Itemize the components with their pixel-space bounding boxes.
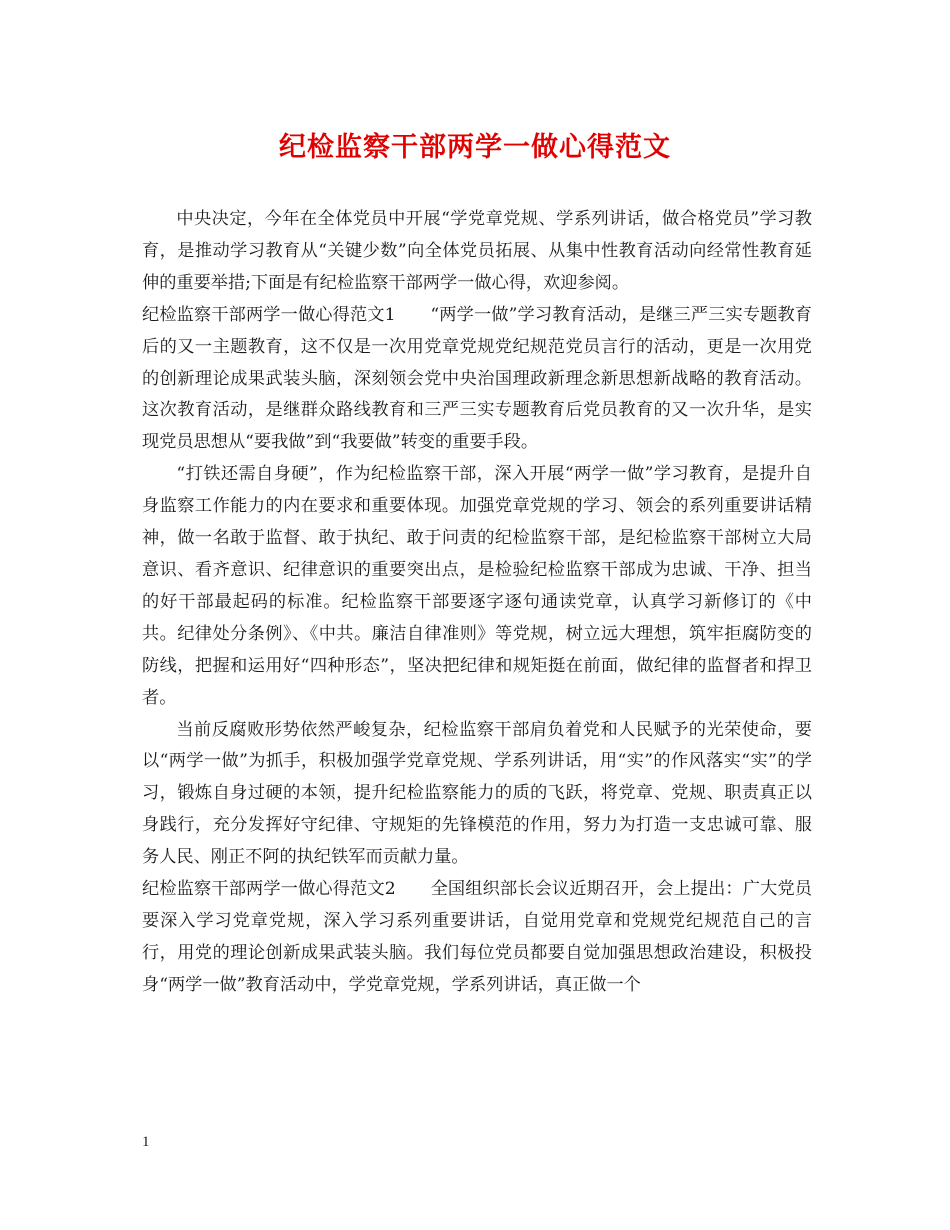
paragraph-self-discipline: “打铁还需自身硬”，作为纪检监察干部，深入开展“两学一做”学习教育，是提升自身监察工作能力的内在要求和重要体现。加强党章党规的学习、领会的系列重要讲话精神，做一名敢于监督、敢于执纪、敢于问责的纪检监察干部，是纪检监察干部树立大局意识、看齐意识、纪律意识的重要突出点，是检验纪检监察干部成为忠诚、干净、担当的好干部最起码的标准。纪检监察干部要逐字逐句通读党章，认真学习新修订的《中共。纪律处分条例》、《中共。廉洁自律准则》等党规，树立远大理想，筑牢拒腐防变的防线，把握和运用好“四种形态”，坚决把纪律和规矩挺在前面，做纪律的监督者和捍卫者。: [142, 464, 812, 708]
document-title: 纪检监察干部两学一做心得范文: [279, 132, 671, 163]
paragraph-sample-2: 纪检监察干部两学一做心得范文2 全国组织部长会议近期召开，会上提出：广大党员要深入学习党章党规，深入学习系列重要讲话，自觉用党章和党规党纪规范自己的言行，用党的理论创新成果武装头脑。我们每位党员都要自觉加强思想政治建设，积极投身“两学一做”教育活动中，学党章党规，学系列讲话，真正做一个: [142, 879, 812, 995]
paragraph-anti-corruption: 当前反腐败形势依然严峻复杂，纪检监察干部肩负着党和人民赋予的光荣使命，要以“两学一做”为抓手，积极加强学党章党规、学系列讲话，用“实”的作风落实“实”的学习，锻炼自身过硬的本领，提升纪检监察能力的质的飞跃，将党章、党规、职责真正以身践行，充分发挥好守纪律、守规矩的先锋模范的作用，努力为打造一支忠诚可靠、服务人民、刚正不阿的执纪铁军而贡献力量。: [142, 719, 812, 868]
paragraph-intro: 中央决定，今年在全体党员中开展“学党章党规、学系列讲话，做合格党员”学习教育，是推动学习教育从“关键少数”向全体党员拓展、从集中性教育活动向经常性教育延伸的重要举措;下面是有纪检监察干部两学一做心得，欢迎参阅。: [142, 209, 812, 293]
document-body: [142, 204, 812, 1002]
page-number: 1: [142, 1134, 150, 1150]
paragraph-sample-1: 纪检监察干部两学一做心得范文1 “两学一做”学习教育活动，是继三严三实专题教育后的又一主题教育，这不仅是一次用党章党规党纪规范党员言行的活动，更是一次用党的创新理论成果武装头脑，深刻领会党中央治国理政新理念新思想新战略的教育活动。这次教育活动，是继群众路线教育和三严三实专题教育后党员教育的又一次升华，是实现党员思想从“要我做”到“我要做”转变的重要手段。: [142, 304, 812, 453]
